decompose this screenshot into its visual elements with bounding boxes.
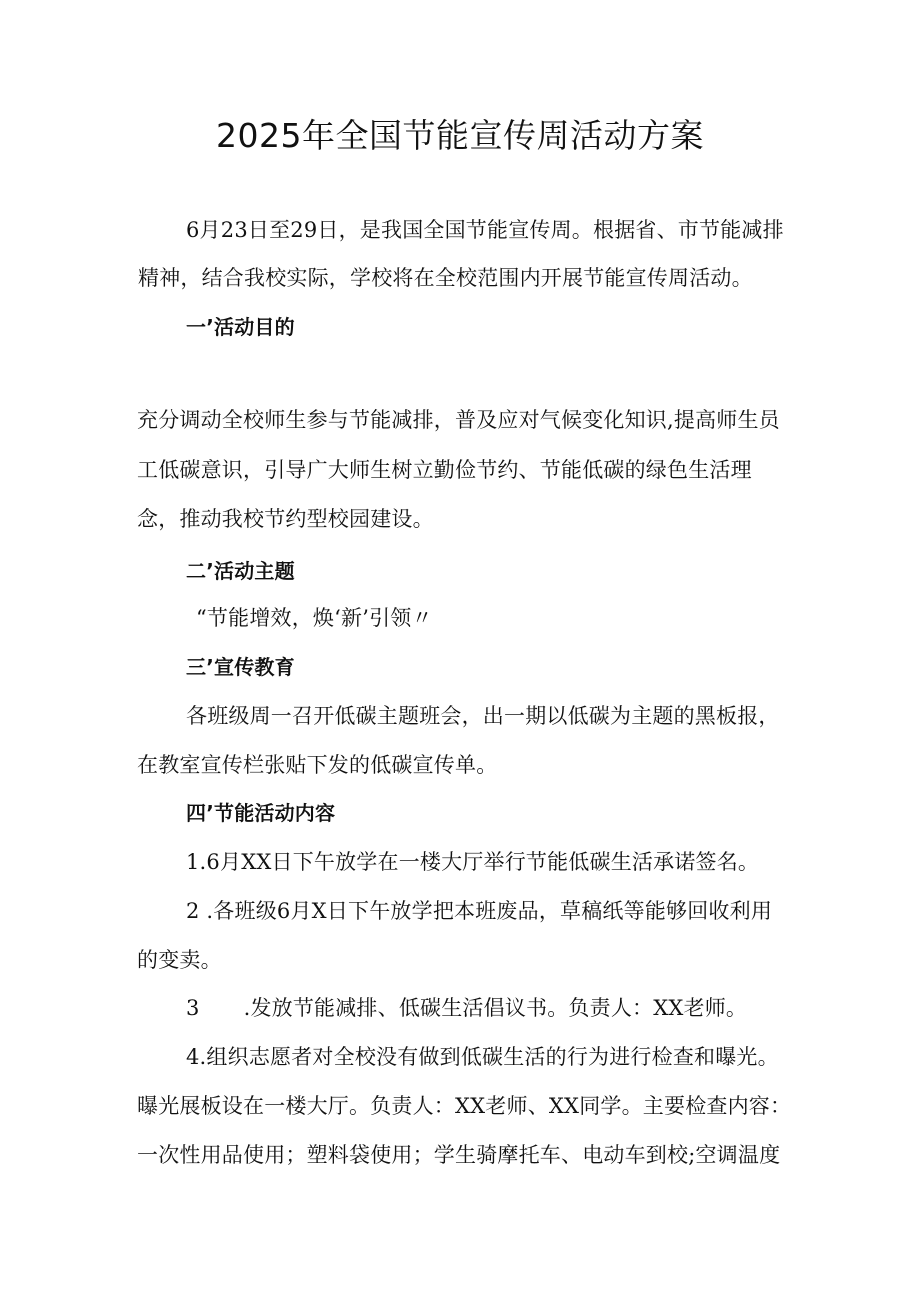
intro-line-2: 精神，结合我校实际，学校将在全校范围内开展节能宣传周活动。 <box>138 266 753 290</box>
activity-item-1: 1.6月XX日下午放学在一楼大厅举行节能低碳生活承诺签名。 <box>186 850 760 874</box>
section-heading-3: 三’宣传教育 <box>186 655 295 679</box>
activity-item-3-number: 3 <box>186 996 200 1020</box>
section1-line-2: 工低碳意识，引导广大师生树立勤俭节约、节能低碳的绿色生活理 <box>137 458 752 482</box>
section1-line-3: 念，推动我校节约型校园建设。 <box>137 507 434 531</box>
section-heading-2: 二’活动主题 <box>186 559 295 583</box>
activity-item-3-text: .发放节能减排、低碳生活倡议书。负责人：XX老师。 <box>243 996 748 1020</box>
section-heading-4: 四’节能活动内容 <box>186 801 336 825</box>
intro-line-1: 6月23日至29日，是我国全国节能宣传周。根据省、市节能减排 <box>186 218 784 242</box>
activity-item-2-line-2: 的变卖。 <box>137 948 222 972</box>
activity-item-3 <box>186 994 747 1022</box>
activity-item-4-line-2: 曝光展板设在一楼大厅。负责人：XX老师、XX同学。主要检查内容： <box>137 1094 792 1118</box>
activity-item-4-line-3: 一次性用品使用；塑料袋使用；学生骑摩托车、电动车到校;空调温度 <box>137 1143 781 1167</box>
section3-line-1: 各班级周一召开低碳主题班会，出一期以低碳为主题的黑板报， <box>186 704 780 728</box>
activity-item-2-line-1: 2 .各班级6月X日下午放学把本班废品，草稿纸等能够回收利用 <box>186 899 773 923</box>
document-title: 2025年全国节能宣传周活动方案 <box>216 116 704 155</box>
section3-line-2: 在教室宣传栏张贴下发的低碳宣传单。 <box>137 753 498 777</box>
section1-line-1: 充分调动全校师生参与节能减排，普及应对气候变化知识,提高师生员 <box>137 408 780 432</box>
activity-theme: “节能增效，焕‘新’引领〃 <box>196 606 433 630</box>
section-heading-1: 一’活动目的 <box>186 315 295 339</box>
activity-item-4-line-1: 4.组织志愿者对全校没有做到低碳生活的行为进行检查和曝光。 <box>186 1045 779 1069</box>
